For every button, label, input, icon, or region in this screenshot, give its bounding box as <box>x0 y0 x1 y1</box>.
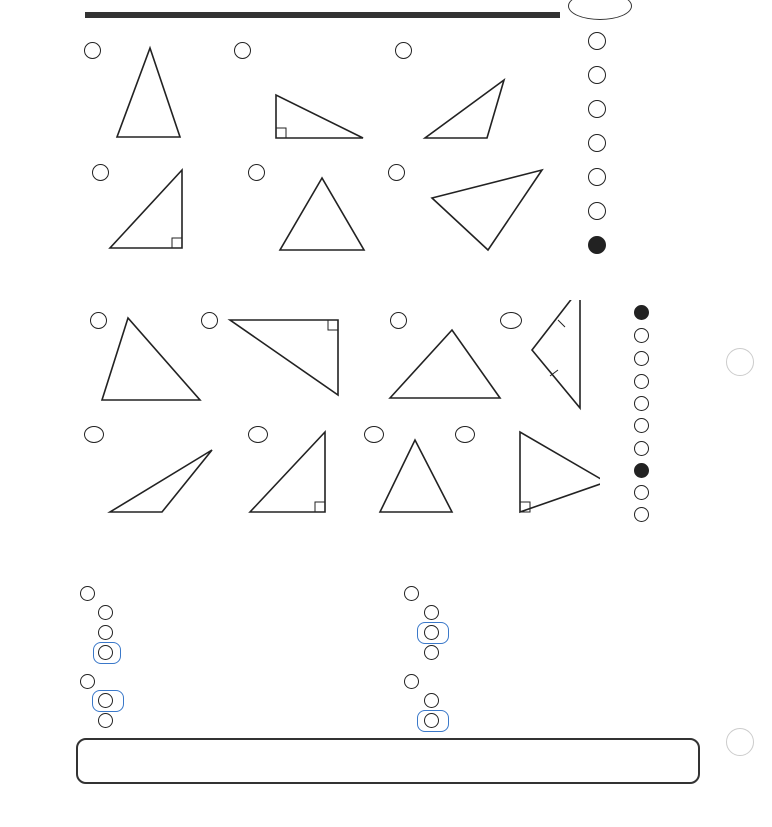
key1-item <box>588 32 609 50</box>
problem-number <box>84 42 101 59</box>
problem-number <box>500 312 522 329</box>
top-rule <box>85 12 560 18</box>
option[interactable] <box>98 713 117 732</box>
key2-item <box>634 507 653 525</box>
key2-item <box>634 418 653 436</box>
problem-number <box>201 312 218 329</box>
selected-option-ring <box>92 690 124 712</box>
section2-figures <box>80 300 600 530</box>
triangle-1 <box>117 48 180 137</box>
key1-item <box>588 168 609 186</box>
question-16 <box>404 586 423 605</box>
problem-number <box>388 164 405 181</box>
answer-grid-frame <box>76 738 700 784</box>
problem-number <box>455 426 475 443</box>
question-15 <box>80 586 99 605</box>
triangle-5 <box>280 178 364 250</box>
section1-figures <box>80 40 580 280</box>
problem-number <box>248 164 265 181</box>
side-bubble[interactable] <box>726 728 754 756</box>
triangle-2 <box>276 95 363 138</box>
key2-item <box>634 351 653 369</box>
key2-item <box>634 463 653 481</box>
key2-item <box>634 441 653 459</box>
triangle-6 <box>432 170 542 250</box>
option[interactable] <box>98 605 117 624</box>
key2-item <box>634 396 653 414</box>
problem-number <box>234 42 251 59</box>
problem-number <box>248 426 268 443</box>
problem-number <box>92 164 109 181</box>
key1-item <box>588 202 609 220</box>
selected-option-ring <box>417 622 449 644</box>
key1-item <box>588 134 609 152</box>
key1-item <box>588 236 609 254</box>
key1-item <box>588 100 609 118</box>
triangle-3 <box>425 80 504 138</box>
problem-number <box>395 42 412 59</box>
problem-number <box>90 312 107 329</box>
key2-item <box>634 485 653 503</box>
problem-number <box>84 426 104 443</box>
selected-option-ring <box>417 710 449 732</box>
triangle-4 <box>110 170 182 248</box>
side-bubble[interactable] <box>726 348 754 376</box>
key1-item <box>588 66 609 84</box>
option[interactable] <box>424 645 443 664</box>
key2-item <box>634 305 653 323</box>
question-18 <box>404 674 423 693</box>
selected-option-ring <box>93 642 121 664</box>
problem-number <box>390 312 407 329</box>
problem-number <box>364 426 384 443</box>
key2-item <box>634 374 653 392</box>
top-oval <box>568 0 632 20</box>
key2-item <box>634 328 653 346</box>
